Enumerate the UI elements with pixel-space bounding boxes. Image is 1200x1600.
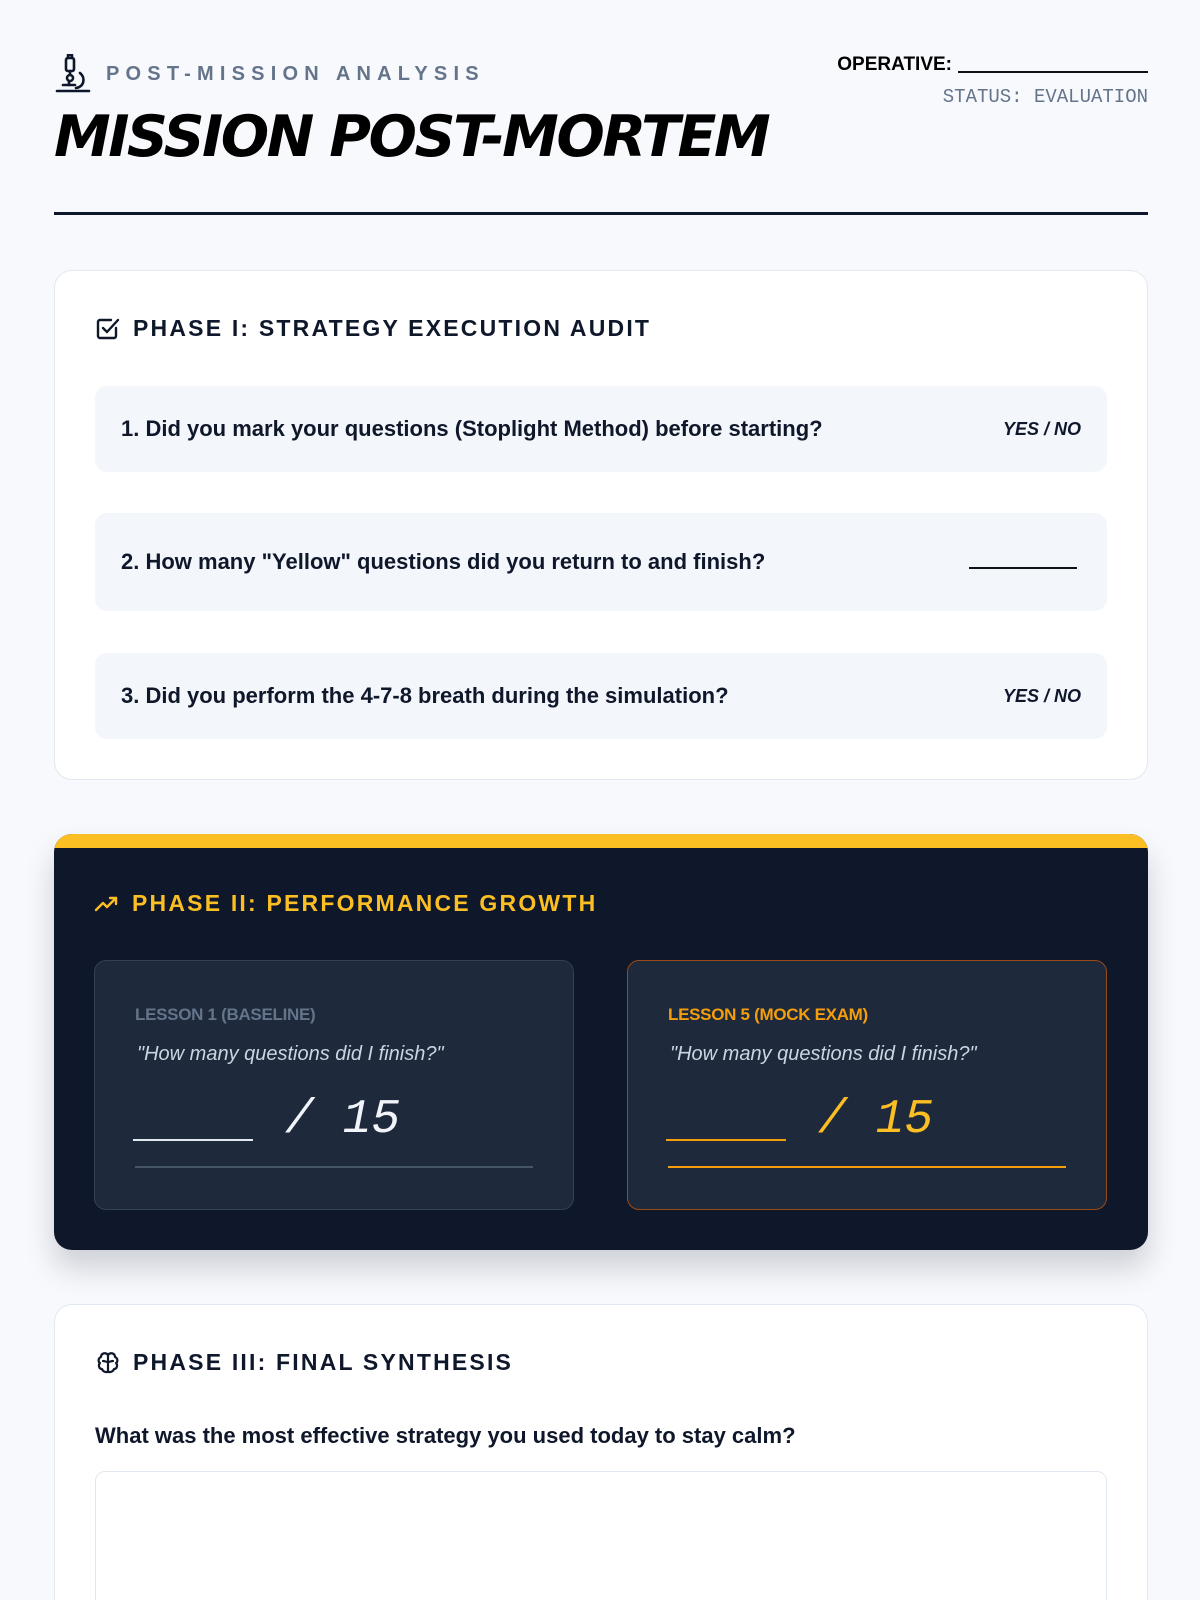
operative-blank[interactable] [958,71,1148,73]
page-header [54,0,1148,218]
phase3-card [54,1304,1148,1600]
score-total: / 15 [285,1093,401,1147]
synthesis-answer-field[interactable] [95,1471,1107,1600]
brain-icon [95,1350,121,1376]
lesson-card-mock-exam [627,960,1107,1210]
lesson-card-baseline [94,960,574,1210]
header-divider [54,212,1148,215]
lesson-question: "How many questions did I finish?" [137,1043,444,1065]
phase3-header [95,1349,513,1376]
score-underline [135,1166,533,1168]
worksheet-page [54,0,1148,1448]
status-text: STATUS: EVALUATION [942,86,1148,108]
phase2-title: PHASE II: PERFORMANCE GROWTH [132,890,598,916]
yes-no-choice[interactable]: YES / NO [1002,418,1081,439]
question-text: 2. How many "Yellow" questions did you return to and finish? [121,549,766,574]
question-row [95,386,1107,472]
phase1-title: PHASE I: STRATEGY EXECUTION AUDIT [133,315,652,341]
kicker-label: POST-MISSION ANALYSIS [106,62,485,85]
score-underline [668,1166,1066,1168]
phase3-title: PHASE III: FINAL SYNTHESIS [133,1349,514,1375]
kicker-row [54,54,485,94]
phase2-card [54,834,1148,1250]
score-total: / 15 [818,1093,934,1147]
page-title: MISSION POST-MORTEM [54,104,769,170]
operative-field [837,54,1148,76]
question-text: 3. Did you perform the 4-7-8 breath during the simulation? [121,683,729,708]
answer-blank[interactable] [969,555,1077,569]
trending-up-icon [94,891,120,917]
checkbox-icon [95,316,121,342]
lesson-label: LESSON 1 (BASELINE) [135,1005,316,1024]
question-row [95,653,1107,739]
lesson-label: LESSON 5 (MOCK EXAM) [668,1005,868,1024]
yes-no-choice[interactable]: YES / NO [1002,685,1081,706]
operative-label: OPERATIVE: [837,54,952,75]
lesson-question: "How many questions did I finish?" [670,1043,977,1065]
synthesis-question: What was the most effective strategy you used today to stay calm? [95,1423,796,1448]
score-blank[interactable] [666,1139,786,1141]
accent-bar [54,834,1148,848]
phase1-header [95,315,651,342]
microscope-icon [54,54,92,94]
phase2-header [94,890,597,917]
question-row [95,513,1107,611]
question-text: 1. Did you mark your questions (Stoplight Method) before starting? [121,416,823,441]
phase1-card [54,270,1148,780]
score-blank[interactable] [133,1139,253,1141]
